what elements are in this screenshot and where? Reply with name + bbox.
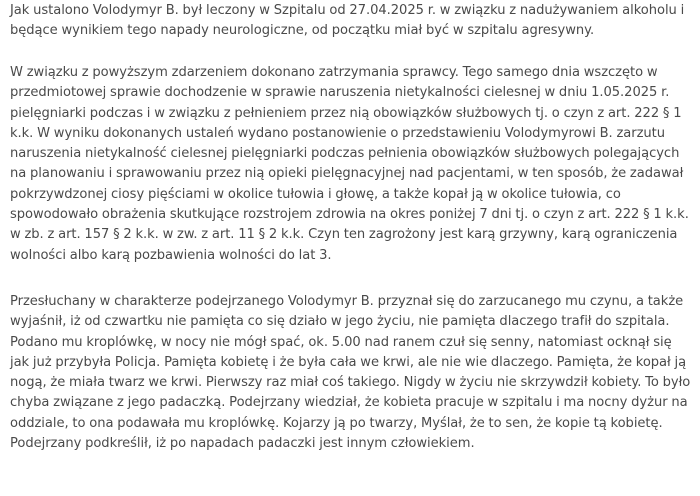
paragraph-testimony: Przesłuchany w charakterze podejrzanego Volodymyr B. przyznał się do zarzucanego mu czynu, a także wyjaśnił, iż od czwartku nie pamięta co się działo w jego życiu, nie pamięta dlaczego trafił do szpitala. Podano mu kroplówkę, w nocy nie mógł spać, ok. 5.00 nad ranem czuł się senny, natomiast ocknął się jak już przybyła Policja. Pamięta kobietę i że była cała we krwi, ale nie wie dlaczego. Pamięta, że kopał ją nogą, że miała twarz we krwi. Pierwszy raz miał coś takiego. Nigdy w życiu nie skrzywdził kobiety. To było chyba związane z jego padaczką. Podejrzany wiedział, że kobieta pracuje w szpitalu i ma nocny dyżur na oddziale, to ona podawała mu kroplówkę. Kojarzy ją po twarzy, Myślał, że to sen, że kopie tą kobietę. Podejrzany podkreślił, iż po napadach padaczki jest innym człowiekiem. (10, 294, 691, 452)
paragraph-charges: W związku z powyższym zdarzeniem dokonano zatrzymania sprawcy. Tego samego dnia wszczęto w przedmiotowej sprawie dochodzenie w sprawie naruszenia nietykalności cielesnej w dniu 1.05.2025 r. pielęgniarki podczas i w związku z pełnieniem przez nią obowiązków służbowych tj. o czyn z art. 222 § 1 k.k. W wyniku dokonanych ustaleń wydano postanowienie o przedstawieniu Volodymyrowi B. zarzutu naruszenia nietykalność cielesnej pielęgniarki podczas pełnienia obowiązków służbowych polegających na planowaniu i sprawowaniu przez nią opieki pielęgnacyjnej nad pacjentami, w ten sposób, że zadawał pokrzywdzonej ciosy pięściami w okolice tułowia i głowę, a także kopał ją w okolice tułowia, co spowodowało obrażenia skutkujące rozstrojem zdrowia na okres poniżej 7 dni tj. o czyn z art. 222 § 1 k.k. w zb. z art. 157 § 2 k.k. w zw. z art. 11 § 2 k.k. Czyn ten zagrożony jest karą grzywny, karą ograniczenia wolności albo karą pozbawienia wolności do lat 3. (10, 65, 689, 263)
paragraph-hospital-stay: Jak ustalono Volodymyr B. był leczony w Szpitalu od 27.04.2025 r. w związku z nadużywaniem alkoholu i będące wynikiem tego napady neurologiczne, od początku miał być w szpitalu agresywny. (10, 3, 685, 39)
